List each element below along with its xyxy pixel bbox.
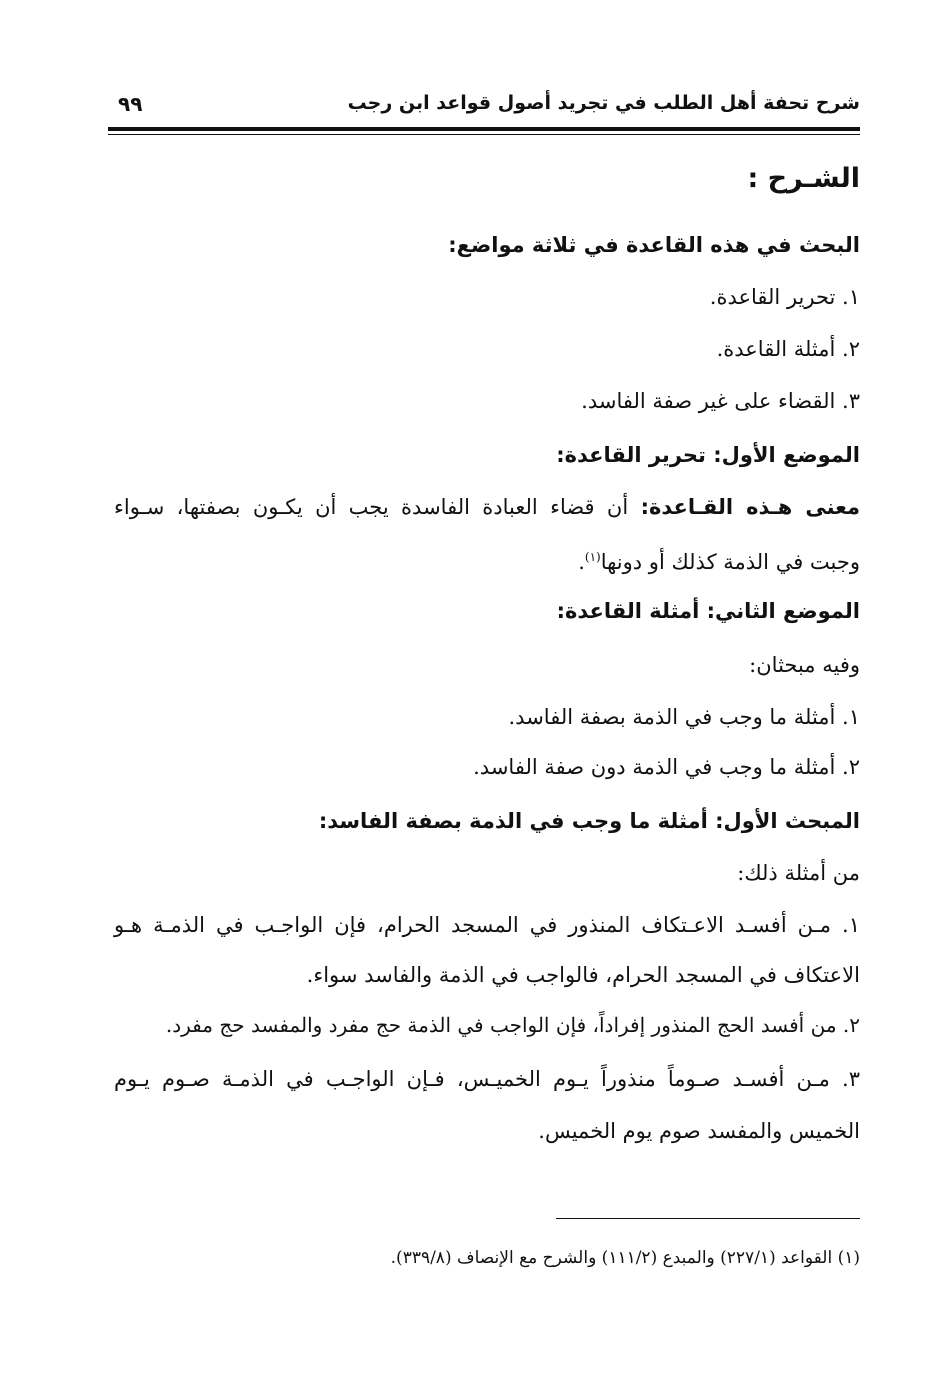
example-1-line-2: الاعتكاف في المسجد الحرام، فالواجب في الذمة والفاسد سواء.	[306, 963, 860, 987]
header-rule-thick	[108, 127, 860, 131]
footnote-ref: (١)	[584, 550, 601, 564]
example-3-line-1: ٣. مـن أفسـد صـوماً منذوراً يـوم الخميـس، فـإن الواجـب في الذمـة صـوم يـوم	[114, 1067, 860, 1091]
meaning-text: أن قضاء العبادة الفاسدة يجب أن يكـون بصفتها، سـواء	[114, 495, 629, 519]
example-1-line-1: ١. مـن أفسـد الاعـتكاف المنذور في المسجد الحرام، فإن الواجـب في الذمـة هـو	[114, 913, 860, 937]
intro-heading: البحث في هذه القاعدة في ثلاثة مواضع:	[448, 233, 860, 257]
meaning-line-2	[578, 542, 860, 577]
footnote-rule	[556, 1218, 860, 1219]
meaning-end: .	[578, 550, 585, 574]
topic-item: ٣. القضاء على غير صفة الفاسد.	[581, 389, 860, 413]
meaning-line-1	[114, 492, 860, 522]
example-3-line-2: الخميس والمفسد صوم يوم الخميس.	[538, 1119, 860, 1143]
subtopic-item: ٢. أمثلة ما وجب في الذمة دون صفة الفاسد.	[473, 755, 860, 779]
page-header	[108, 90, 860, 126]
subtopic-item: ١. أمثلة ما وجب في الذمة بصفة الفاسد.	[508, 705, 860, 729]
meaning-text-2: وجبت في الذمة كذلك أو دونها	[600, 550, 860, 574]
examples-intro: من أمثلة ذلك:	[737, 861, 860, 885]
first-heading: الموضع الأول: تحرير القاعدة:	[556, 443, 860, 467]
second-heading: الموضع الثاني: أمثلة القاعدة:	[556, 599, 860, 623]
third-heading: المبحث الأول: أمثلة ما وجب في الذمة بصفة الفاسد:	[318, 809, 860, 833]
page-number: ٩٩	[118, 92, 143, 116]
sub-intro: وفيه مبحثان:	[749, 653, 860, 677]
header-rule-thin	[108, 134, 860, 135]
topic-item: ٢. أمثلة القاعدة.	[716, 337, 860, 361]
meaning-label: معنى هـذه القـاعدة:	[640, 495, 860, 519]
section-title: الشـرح :	[747, 163, 860, 194]
footnote: (١) القواعد (٢٢٧/١) والمبدع (١١١/٢) والشرح مع الإنصاف (٣٣٩/٨).	[390, 1248, 860, 1268]
topic-item: ١. تحرير القاعدة.	[709, 285, 860, 309]
running-title: شرح تحفة أهل الطلب في تجريد أصول قواعد ابن رجب	[347, 92, 860, 114]
example-2: ٢. من أفسد الحج المنذور إفراداً، فإن الواجب في الذمة حج مفرد والمفسد حج مفرد.	[165, 1013, 860, 1037]
